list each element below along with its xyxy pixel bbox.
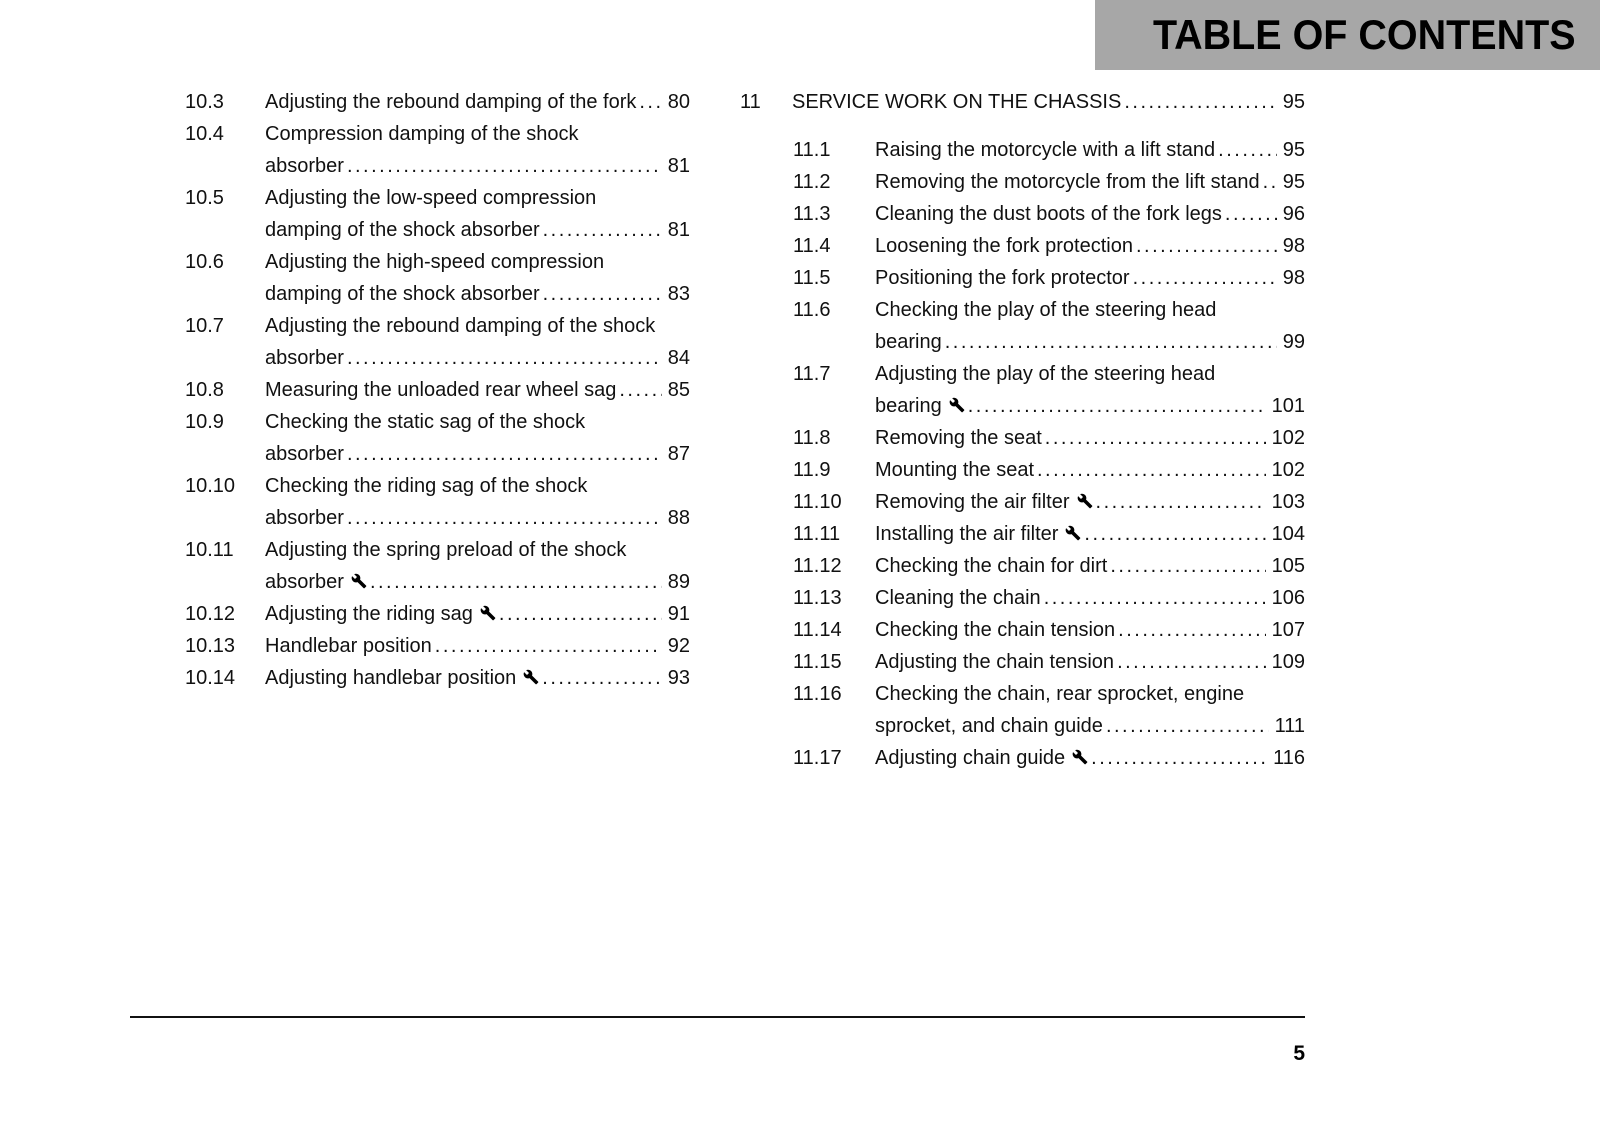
toc-entry bbox=[185, 662, 690, 694]
toc-entry-page-number: 111 bbox=[1274, 715, 1305, 737]
toc-entry-title: Adjusting the high-speed compression damping of the shock absorber ..... bbox=[265, 246, 662, 310]
chapter-page-number: 95 bbox=[1282, 91, 1305, 113]
toc-entry-page-number: 109 bbox=[1271, 651, 1305, 673]
toc-chapter-entries bbox=[793, 134, 1305, 774]
chapter-number: 11 bbox=[740, 91, 761, 113]
toc-entry-page-number: 116 bbox=[1273, 747, 1305, 769]
toc-entry bbox=[793, 198, 1305, 230]
toc-entry-number: 10.5 bbox=[185, 187, 224, 209]
toc-entry-number: 11.15 bbox=[793, 651, 842, 673]
toc-entry-title: Adjusting the rebound damping of the fork ..... bbox=[265, 86, 662, 118]
wrench-icon bbox=[1072, 749, 1088, 765]
toc-entry bbox=[185, 246, 690, 310]
toc-entry-number: 11.17 bbox=[793, 747, 842, 769]
toc-entry bbox=[185, 310, 690, 374]
toc-entry-page-number: 106 bbox=[1271, 587, 1305, 609]
toc-entry-page-number: 81 bbox=[667, 219, 690, 241]
toc-entry bbox=[793, 262, 1305, 294]
toc-entry bbox=[185, 406, 690, 470]
toc-entry-number: 10.7 bbox=[185, 315, 224, 337]
toc-entry-title: Removing the seat ..... bbox=[875, 422, 1266, 454]
toc-entry bbox=[185, 182, 690, 246]
toc-entry-page-number: 98 bbox=[1282, 235, 1305, 257]
wrench-icon bbox=[1077, 493, 1093, 509]
toc-entry-number: 11.11 bbox=[793, 523, 841, 545]
toc-entry-number: 10.4 bbox=[185, 123, 224, 145]
toc-entry bbox=[185, 630, 690, 662]
toc-entry-number: 11.13 bbox=[793, 587, 842, 609]
toc-entry bbox=[185, 86, 690, 118]
toc-entry-title: Adjusting the low-speed compression damping of the shock absorber ..... bbox=[265, 182, 662, 246]
wrench-icon bbox=[480, 605, 496, 621]
toc-entry-number: 10.12 bbox=[185, 603, 236, 625]
toc-entry-number: 11.10 bbox=[793, 491, 842, 513]
toc-entry-page-number: 98 bbox=[1282, 267, 1305, 289]
toc-entry-page-number: 105 bbox=[1271, 555, 1305, 577]
toc-entry-page-number: 88 bbox=[667, 507, 690, 529]
toc-entry-title: Loosening the fork protection ..... bbox=[875, 230, 1277, 262]
toc-entry-title: Adjusting chain guide ..... bbox=[875, 742, 1267, 774]
toc-entry bbox=[793, 422, 1305, 454]
toc-entry-number: 11.9 bbox=[793, 459, 831, 481]
toc-entry-title: Removing the air filter ..... bbox=[875, 486, 1266, 518]
wrench-icon bbox=[523, 669, 539, 685]
toc-entry-title: Checking the riding sag of the shock absorber ..... bbox=[265, 470, 662, 534]
toc-entry-number: 11.16 bbox=[793, 683, 842, 705]
toc-entry-title: Adjusting the chain tension ..... bbox=[875, 646, 1266, 678]
toc-entry-title: Adjusting the rebound damping of the shock absorber ..... bbox=[265, 310, 662, 374]
wrench-icon bbox=[949, 397, 965, 413]
toc-entry bbox=[185, 374, 690, 406]
toc-entry-page-number: 101 bbox=[1271, 395, 1305, 417]
toc-entry-number: 10.11 bbox=[185, 539, 234, 561]
toc-entry bbox=[793, 550, 1305, 582]
toc-entry-page-number: 96 bbox=[1282, 203, 1305, 225]
toc-entry-title: Measuring the unloaded rear wheel sag ..... bbox=[265, 374, 662, 406]
toc-entry-title: Checking the chain tension ..... bbox=[875, 614, 1266, 646]
toc-entry-page-number: 99 bbox=[1282, 331, 1305, 353]
toc-entry-page-number: 83 bbox=[667, 283, 690, 305]
toc-entry-page-number: 85 bbox=[667, 379, 690, 401]
toc-entry-title: Handlebar position ..... bbox=[265, 630, 662, 662]
toc-entry-title: Checking the chain, rear sprocket, engine sprocket, and chain guide ..... bbox=[875, 678, 1269, 742]
toc-entry-page-number: 80 bbox=[667, 91, 690, 113]
toc-entry-number: 11.4 bbox=[793, 235, 831, 257]
toc-entry-page-number: 95 bbox=[1282, 139, 1305, 161]
toc-entry-title: Adjusting the spring preload of the shock absorber ..... bbox=[265, 534, 662, 598]
toc-entry-title: Compression damping of the shock absorber ..... bbox=[265, 118, 662, 182]
toc-entry-title: Checking the chain for dirt ..... bbox=[875, 550, 1266, 582]
toc-entry bbox=[793, 678, 1305, 742]
toc-entry bbox=[793, 166, 1305, 198]
wrench-icon bbox=[1065, 525, 1081, 541]
toc-entry-page-number: 104 bbox=[1271, 523, 1305, 545]
toc-entry bbox=[185, 118, 690, 182]
toc-entry-number: 11.3 bbox=[793, 203, 831, 225]
toc-entry-number: 11.1 bbox=[793, 139, 831, 161]
toc-entry-number: 11.14 bbox=[793, 619, 842, 641]
toc-entry-number: 10.13 bbox=[185, 635, 236, 657]
toc-entry-number: 10.8 bbox=[185, 379, 224, 401]
toc-entry-number: 11.6 bbox=[793, 299, 831, 321]
toc-entry-page-number: 92 bbox=[667, 635, 690, 657]
toc-entry-number: 10.9 bbox=[185, 411, 224, 433]
toc-entry bbox=[793, 230, 1305, 262]
toc-entry-number: 10.10 bbox=[185, 475, 236, 497]
page-number: 5 bbox=[1293, 1042, 1305, 1065]
toc-entry-page-number: 95 bbox=[1282, 171, 1305, 193]
toc-entry bbox=[185, 534, 690, 598]
toc-entry bbox=[793, 582, 1305, 614]
toc-entry bbox=[793, 742, 1305, 774]
toc-entry-title: Checking the static sag of the shock absorber ..... bbox=[265, 406, 662, 470]
toc-entry bbox=[793, 134, 1305, 166]
toc-entry-number: 11.7 bbox=[793, 363, 831, 385]
toc-entry-page-number: 91 bbox=[667, 603, 690, 625]
toc-entry-title: Removing the motorcycle from the lift stand ..... bbox=[875, 166, 1277, 198]
toc-column-right bbox=[740, 86, 1305, 774]
toc-entry-title: Cleaning the chain ..... bbox=[875, 582, 1266, 614]
chapter-title: SERVICE WORK ON THE CHASSIS ..... bbox=[792, 86, 1277, 118]
toc-entry bbox=[793, 294, 1305, 358]
toc-entry-number: 10.14 bbox=[185, 667, 236, 689]
toc-entry-title: Adjusting handlebar position ..... bbox=[265, 662, 662, 694]
page-header-banner bbox=[1095, 0, 1600, 70]
toc-entry-number: 11.12 bbox=[793, 555, 842, 577]
toc-entry-title: Raising the motorcycle with a lift stand ..... bbox=[875, 134, 1277, 166]
toc-entry-number: 11.8 bbox=[793, 427, 831, 449]
toc-entry-number: 11.5 bbox=[793, 267, 831, 289]
toc-entry-page-number: 102 bbox=[1271, 459, 1305, 481]
toc-chapter-heading bbox=[740, 86, 1305, 118]
toc-entry-title: Positioning the fork protector ..... bbox=[875, 262, 1277, 294]
toc-entry bbox=[793, 358, 1305, 422]
toc-entry bbox=[793, 646, 1305, 678]
toc-entry bbox=[185, 470, 690, 534]
toc-entry bbox=[793, 614, 1305, 646]
wrench-icon bbox=[351, 573, 367, 589]
toc-entry-title: Installing the air filter ..... bbox=[875, 518, 1266, 550]
toc-entry bbox=[793, 518, 1305, 550]
toc-entry-number: 10.3 bbox=[185, 91, 224, 113]
toc-entry-page-number: 102 bbox=[1271, 427, 1305, 449]
toc-entry-number: 11.2 bbox=[793, 171, 831, 193]
toc-entry bbox=[793, 454, 1305, 486]
toc-entry-page-number: 89 bbox=[667, 571, 690, 593]
toc-column-left bbox=[185, 86, 690, 694]
page-title: TABLE OF CONTENTS bbox=[1153, 11, 1576, 58]
toc-entry-page-number: 81 bbox=[667, 155, 690, 177]
toc-entry bbox=[185, 598, 690, 630]
toc-entry-title: Adjusting the play of the steering head bearing ..... bbox=[875, 358, 1266, 422]
toc-entry-number: 10.6 bbox=[185, 251, 224, 273]
toc-entry-title: Checking the play of the steering head bearing ..... bbox=[875, 294, 1277, 358]
toc-entry-page-number: 93 bbox=[667, 667, 690, 689]
toc-entry-title: Mounting the seat ..... bbox=[875, 454, 1266, 486]
toc-entry bbox=[793, 486, 1305, 518]
footer-rule bbox=[130, 1016, 1305, 1018]
toc-entry-title: Adjusting the riding sag ..... bbox=[265, 598, 662, 630]
toc-entry-page-number: 87 bbox=[667, 443, 690, 465]
toc-entry-page-number: 84 bbox=[667, 347, 690, 369]
toc-entry-title: Cleaning the dust boots of the fork legs ..... bbox=[875, 198, 1277, 230]
toc-entry-page-number: 103 bbox=[1271, 491, 1305, 513]
toc-entry-page-number: 107 bbox=[1271, 619, 1305, 641]
